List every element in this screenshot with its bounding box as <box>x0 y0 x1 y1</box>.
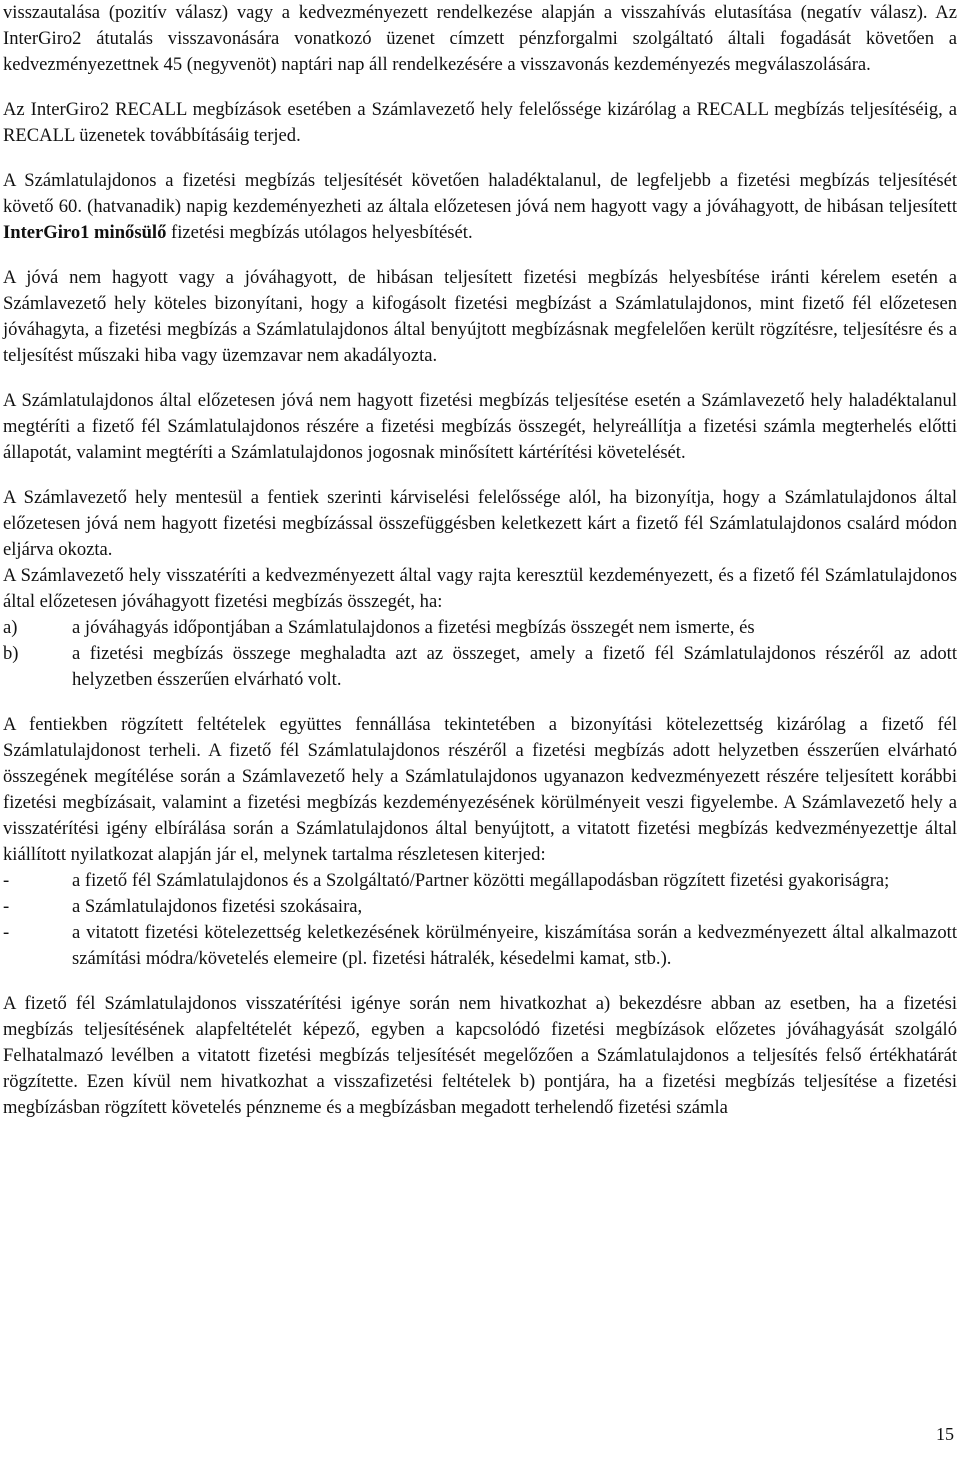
paragraph-correction-text-1: A Számlatulajdonos a fizetési megbízás teljesítését követően haladéktalanul, de legfeljebb a fizetési megbízás teljesítését követő 60. (hatvanadik) napig kezdeményezheti az általa előzetesen jóvá nem hagyott vagy a jóváhagyott, de hibásan teljesített <box>3 170 957 217</box>
list-marker: b) <box>3 643 19 664</box>
paragraph-reimbursement-conditions: A Számlavezető hely visszatéríti a kedvezményezett által vagy rajta keresztül kezdeményezett, és a fizető fél Számlatulajdonos által előzetesen jóváhagyott fizetési megbízás összegét, ha: <box>3 565 957 612</box>
list-item <box>3 615 957 641</box>
list-item <box>3 868 957 894</box>
paragraph-refund: A Számlatulajdonos által előzetesen jóvá nem hagyott fizetési megbízás teljesítése esetén a Számlavezető hely haladéktalanul megtéríti a fizető fél Számlatulajdonos részére a fizetési megbízás összegét, helyreállítja a fizetési számla megterhelés előtti állapotát, valamint megtéríti a Számlatulajdonos jogosnak minősített kártérítési követelését. <box>3 390 957 463</box>
list-item-text: a jóváhagyás időpontjában a Számlatulajdonos a fizetési megbízás összegét nem ismerte, és <box>72 617 755 638</box>
list-item <box>3 920 957 972</box>
list-marker: - <box>3 896 10 917</box>
paragraph-correction-request <box>3 168 957 246</box>
list-item-text: a fizetési megbízás összege meghaladta azt az összeget, amely a fizető fél Számlatulajdonos részéről az adott helyzetben ésszerűen elvárható volt. <box>72 643 957 690</box>
list-marker: a) <box>3 617 18 638</box>
paragraph-correction-text-2: fizetési megbízás utólagos helyesbítését. <box>166 222 473 243</box>
paragraph-recall-liability: Az InterGiro2 RECALL megbízások esetében a Számlavezető hely felelőssége kizárólag a RECALL megbízás teljesítéséig, a RECALL üzenetek továbbításáig terjed. <box>3 99 957 146</box>
paragraph-exemption: A Számlavezető hely mentesül a fentiek szerinti kárviselési felelőssége alól, ha bizonyítja, hogy a Számlatulajdonos által előzetesen jóvá nem hagyott fizetési megbízással összefüggésben keletkezett kárt a fizető fél Számlatulajdonos csalárd módon eljárva okozta. <box>3 487 957 560</box>
list-item-text: a Számlatulajdonos fizetési szokásaira, <box>72 896 363 917</box>
list-item <box>3 641 957 693</box>
list-marker: - <box>3 870 10 891</box>
paragraph-recall-response: visszautalása (pozitív válasz) vagy a kedvezményezett rendelkezése alapján a visszahívás elutasítása (negatív válasz). Az InterGiro2 átutalás visszavonására vonatkozó üzenet címzett pénzforgalmi szolgáltató általi fogadását követően a kedvezményezettnek 45 (negyvenöt) naptári nap áll rendelkezésére a visszavonás kezdeményezés megválaszolására. <box>3 2 957 75</box>
list-marker: - <box>3 922 10 943</box>
paragraph-correction-bold: InterGiro1 minősülő <box>3 222 167 243</box>
paragraph-proof-obligation: A fentiekben rögzített feltételek együttes fennállása tekintetében a bizonyítási kötelezettség kizárólag a fizető fél Számlatulajdonost terheli. A fizető fél Számlatulajdonos részéről a fizetési megbízás adott helyzetben ésszerűen elvárható összegének megítélése során a Számlavezető hely a Számlatulajdonos ugyanazon kedvezményezett részére teljesített korábbi fizetési megbízásait, valamint a fizetési megbízás kezdeményezésének körülményeit veszi figyelembe. A Számlavezető hely a visszatérítési igény elbírálása során a Számlatulajdonos által benyújtott, a vitatott fizetési megbízás kedvezményezettje által kiállított nyilatkozat alapján jár el, melynek tartalma részletesen kiterjed: <box>3 714 957 865</box>
list-item <box>3 894 957 920</box>
paragraph-reference-limits: A fizető fél Számlatulajdonos visszatérítési igénye során nem hivatkozhat a) bekezdésre abban az esetben, ha a fizetési megbízás teljesítésének alapfeltételét képező, egyben a kapcsolódó fizetési megbízások előzetes jóváhagyását szolgáló Felhatalmazó levélben a vitatott fizetési megbízás teljesítését megelőzően a Számlatulajdonos a teljesítés felső értékhatárát rögzítette. Ezen kívül nem hivatkozhat a visszafizetési feltételek b) pontjára, ha a fizetési megbízás teljesítése a fizetési megbízásban rögzített követelés pénzneme és a megbízásban megadott terhelendő fizetési számla <box>3 993 957 1118</box>
document-page <box>3 0 957 1121</box>
paragraph-burden-of-proof: A jóvá nem hagyott vagy a jóváhagyott, de hibásan teljesített fizetési megbízás helyesbítése iránti kérelem esetén a Számlavezető hely köteles bizonyítani, hogy a kifogásolt fizetési megbízást a Számlatulajdonos, mint fizető fél előzetesen jóváhagyta, a fizetési megbízás a Számlatulajdonos által benyújtott megbízásnak megfelelően került rögzítésre, teljesítésre és a teljesítést műszaki hiba vagy üzemzavar nem akadályozta. <box>3 267 957 366</box>
list-item-text: a vitatott fizetési kötelezettség keletkezésének körülményeire, kiszámítása során a kedvezményezett által alkalmazott számítási módra/követelés elemeire (pl. fizetési hátralék, késedelmi kamat, stb.). <box>72 922 957 969</box>
page-number: 15 <box>936 1424 954 1444</box>
list-item-text: a fizető fél Számlatulajdonos és a Szolgáltató/Partner közötti megállapodásban rögzített fizetési gyakoriságra; <box>72 870 890 891</box>
